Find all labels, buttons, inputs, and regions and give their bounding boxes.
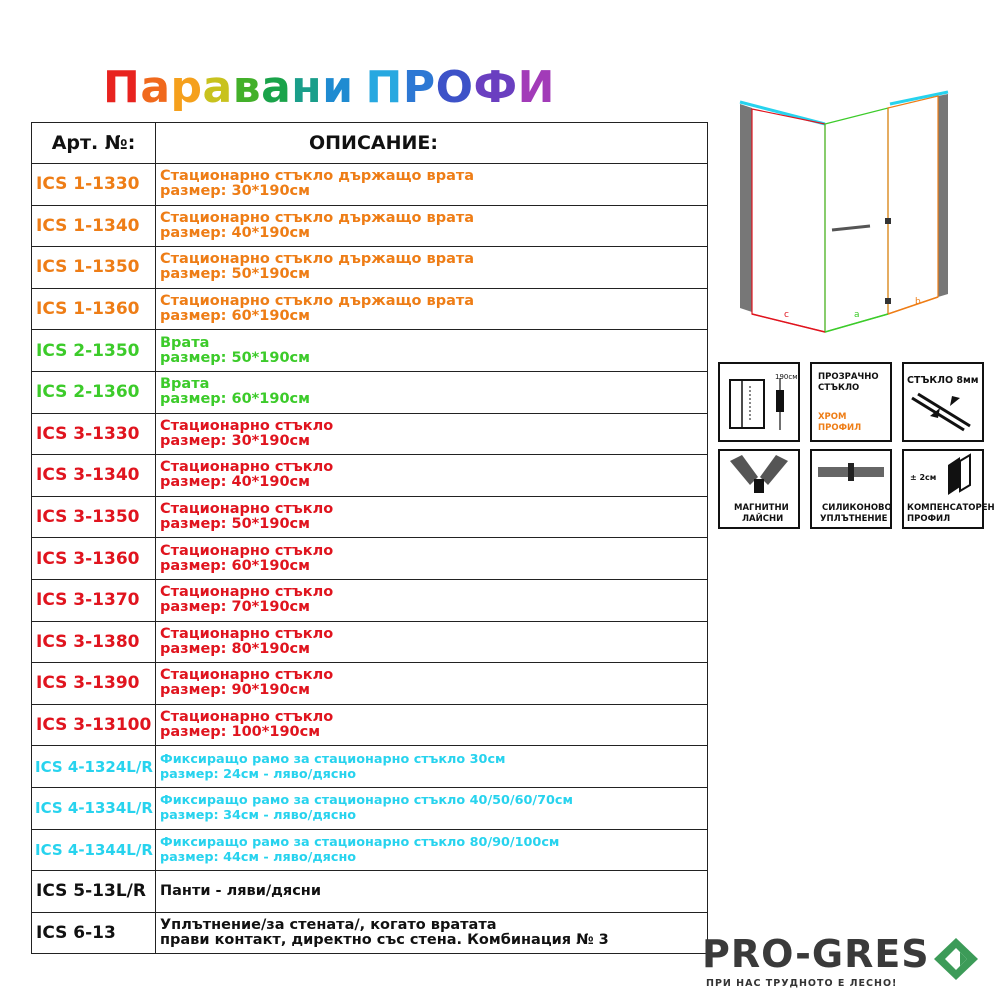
title-letter: И [517, 62, 555, 113]
title-letter: Ф [473, 62, 518, 113]
description [156, 746, 708, 788]
top-rail-left [740, 102, 825, 124]
description-line-1: Фиксиращо рамо за стационарно стъкло 80/90/100см [160, 834, 560, 850]
silicone-label-2: УПЛЪТНЕНИЕ [820, 514, 888, 524]
bottom-line-right [888, 297, 938, 314]
article-number: ICS 1-1360 [32, 288, 156, 330]
glass-label-1: ПРОЗРАЧНО [818, 372, 879, 382]
header-description: ОПИСАНИЕ: [156, 123, 708, 164]
table-row [32, 205, 708, 247]
description-line-2: размер: 50*190см [160, 266, 310, 283]
thickness-label: СТЪКЛО 8мм [907, 375, 979, 386]
description-line-1: Стационарно стъкло [160, 501, 334, 518]
description-line-1: Стационарно стъкло [160, 417, 334, 434]
silicone-icon-box [810, 449, 892, 529]
description [156, 205, 708, 247]
size-label: 190см [775, 373, 798, 381]
description [156, 871, 708, 913]
table-row [32, 538, 708, 580]
table-row [32, 496, 708, 538]
label-b: b [915, 297, 921, 307]
article-number: ICS 4-1334L/R [32, 787, 156, 829]
description-line-1: Стационарно стъкло [160, 709, 334, 726]
silicone-seal-icon [812, 451, 890, 501]
description-line-2: размер: 24см - ляво/дясно [160, 766, 357, 782]
title-letter: р [170, 62, 203, 113]
title-letter: О [435, 62, 474, 113]
title-letter: а [140, 62, 171, 113]
article-number: ICS 3-1390 [32, 663, 156, 705]
magnetic-label-1: МАГНИТНИ [734, 503, 789, 513]
description-line-2: размер: 70*190см [160, 599, 310, 616]
description-line-1: Стационарно стъкло [160, 459, 334, 476]
logo-name: PRO-GRES [702, 932, 930, 976]
table-row [32, 164, 708, 206]
article-number: ICS 1-1350 [32, 247, 156, 289]
right-wall-profile [938, 94, 948, 297]
description-line-2: размер: 40*190см [160, 474, 310, 491]
table-row [32, 288, 708, 330]
article-number: ICS 2-1360 [32, 371, 156, 413]
article-number: ICS 3-1340 [32, 455, 156, 497]
article-number: ICS 3-1350 [32, 496, 156, 538]
silicone-label-1: СИЛИКОНОВО [822, 503, 892, 513]
description [156, 704, 708, 746]
article-number: ICS 6-13 [32, 912, 156, 954]
chrome-label-2: ПРОФИЛ [818, 423, 862, 433]
glass-icon-box [810, 362, 892, 442]
description-line-1: Стационарно стъкло държащо врата [160, 293, 475, 310]
description-line-2: размер: 100*190см [160, 724, 321, 741]
title-letter: П [103, 62, 141, 113]
table-row [32, 621, 708, 663]
description-line-2: размер: 60*190см [160, 308, 310, 325]
compensator-top-label: ± 2см [910, 473, 937, 482]
description-line-1: Стационарно стъкло [160, 667, 334, 684]
description-line-1: Врата [160, 376, 210, 393]
description-line-1: Стационарно стъкло държащо врата [160, 209, 475, 226]
article-number: ICS 1-1330 [32, 164, 156, 206]
door-handle [832, 226, 870, 230]
description [156, 413, 708, 455]
compensator-label-1: КОМПЕНСАТОРЕН [907, 503, 995, 513]
compensator-icon-box [902, 449, 995, 529]
description [156, 663, 708, 705]
table-row [32, 704, 708, 746]
title-letter: н [291, 62, 323, 113]
description-line-2: размер: 30*190см [160, 432, 310, 449]
description-line-1: Фиксиращо рамо за стационарно стъкло 30см [160, 751, 506, 767]
description-line-1: Врата [160, 334, 210, 351]
product-table [31, 122, 708, 954]
article-number: ICS 5-13L/R [32, 871, 156, 913]
magnetic-icon-box [718, 449, 800, 529]
description-line-1: Стационарно стъкло държащо врата [160, 251, 475, 268]
description-line-1: Фиксиращо рамо за стационарно стъкло 40/50/60/70см [160, 793, 573, 809]
description [156, 455, 708, 497]
table-row [32, 663, 708, 705]
description-line-2: размер: 80*190см [160, 640, 310, 657]
description [156, 621, 708, 663]
compensator-label-2: ПРОФИЛ [907, 514, 951, 524]
article-number: ICS 2-1350 [32, 330, 156, 372]
description [156, 371, 708, 413]
logo-diamond-icon [930, 936, 982, 982]
description-line-2: размер: 50*190см [160, 516, 310, 533]
description [156, 330, 708, 372]
article-number: ICS 3-1370 [32, 579, 156, 621]
table-header-row [32, 123, 708, 164]
chrome-label-1: ХРОМ [818, 412, 847, 422]
pro-gres-logo [702, 932, 930, 989]
title-letter: Р [402, 62, 436, 113]
description-line-1: Стационарно стъкло [160, 584, 334, 601]
side-glass-panel [752, 109, 825, 332]
description-line-2: размер: 60*190см [160, 391, 310, 408]
description-line-2: прави контакт, директно със стена. Комбинация № 3 [160, 931, 609, 948]
table-row [32, 829, 708, 871]
table-row [32, 413, 708, 455]
table-row [32, 330, 708, 372]
glass-thickness-icon [904, 364, 982, 440]
description [156, 538, 708, 580]
hinge-top [885, 218, 891, 224]
table-row [32, 787, 708, 829]
title-letter: а [202, 62, 233, 113]
size-icon-box [718, 362, 800, 442]
title-letter: П [365, 62, 403, 113]
header-art-number: Арт. №: [32, 123, 156, 164]
article-number: ICS 3-13100 [32, 704, 156, 746]
magnetic-label-2: ЛАЙСНИ [742, 514, 784, 524]
description [156, 912, 708, 954]
description [156, 288, 708, 330]
table-row [32, 746, 708, 788]
description [156, 247, 708, 289]
description-line-1: Стационарно стъкло [160, 542, 334, 559]
table-row [32, 247, 708, 289]
hinge-bottom [885, 298, 891, 304]
description [156, 164, 708, 206]
description-line-2: размер: 50*190см [160, 349, 310, 366]
title-letter: а [261, 62, 292, 113]
logo-tagline: ПРИ НАС ТРУДНОТО Е ЛЕСНО! [706, 978, 898, 989]
article-number: ICS 1-1340 [32, 205, 156, 247]
table-row [32, 371, 708, 413]
article-number: ICS 3-1360 [32, 538, 156, 580]
description [156, 829, 708, 871]
description [156, 496, 708, 538]
table-row [32, 912, 708, 954]
title-letter: в [232, 62, 262, 113]
table-row [32, 579, 708, 621]
thickness-icon-box [902, 362, 984, 442]
article-number: ICS 4-1324L/R [32, 746, 156, 788]
description-line-2: размер: 30*190см [160, 183, 310, 200]
article-number: ICS 4-1344L/R [32, 829, 156, 871]
description [156, 787, 708, 829]
description [156, 579, 708, 621]
title-letter: и [322, 62, 354, 113]
description-line-2: размер: 90*190см [160, 682, 310, 699]
left-wall-profile [740, 104, 752, 312]
magnetic-strips-icon [720, 451, 798, 507]
shower-enclosure-diagram [730, 82, 958, 342]
label-c: c [784, 310, 789, 320]
description-line-1: Стационарно стъкло [160, 625, 334, 642]
table-row [32, 455, 708, 497]
table-row [32, 871, 708, 913]
compensator-profile-icon [904, 451, 982, 501]
page-title [103, 62, 555, 113]
fixed-glass-panel [888, 96, 938, 314]
article-number: ICS 3-1380 [32, 621, 156, 663]
article-number: ICS 3-1330 [32, 413, 156, 455]
description-line-2: размер: 34см - ляво/дясно [160, 808, 357, 824]
description-line-1: Стационарно стъкло държащо врата [160, 168, 475, 185]
description-line-2: размер: 60*190см [160, 557, 310, 574]
glass-label-2: СТЪКЛО [818, 383, 860, 393]
label-a: a [854, 310, 860, 320]
description-line-2: размер: 44см - ляво/дясно [160, 849, 357, 865]
description-line-1: Панти - ляви/дясни [160, 882, 321, 899]
description-line-2: размер: 40*190см [160, 224, 310, 241]
description-line-1: Уплътнение/за стената/, когато вратата [160, 916, 497, 933]
door-panel [825, 108, 888, 332]
